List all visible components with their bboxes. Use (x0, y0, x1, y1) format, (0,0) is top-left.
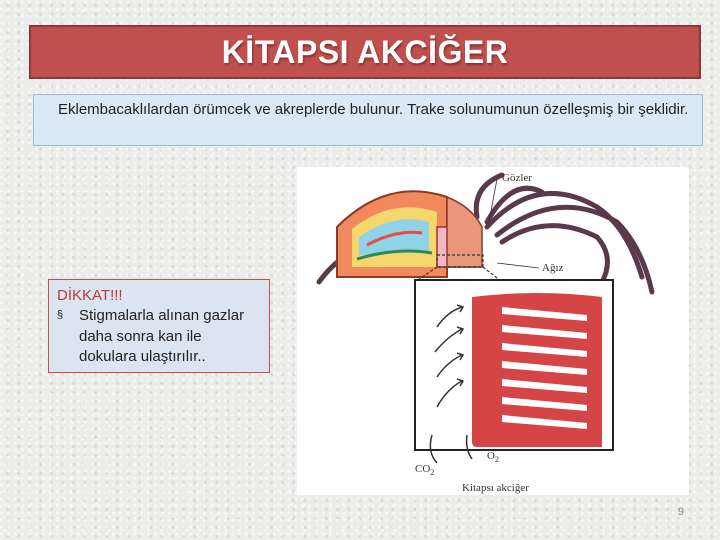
svg-text:O2 (487, 450, 499, 464)
bullet-icon: § (57, 309, 64, 322)
figure-caption: Kitapsı akciğer (462, 482, 529, 494)
page-number: 9 (677, 506, 684, 518)
svg-text:CO2 (415, 463, 434, 477)
description-box (33, 94, 703, 146)
note-list-item (57, 306, 261, 367)
label-o2-sub: 2 (494, 455, 499, 464)
note-title: DİKKAT!!! (57, 287, 123, 304)
spider-body-section (337, 191, 482, 277)
label-mouth: Ağız (542, 262, 564, 274)
book-lung-figure (297, 167, 689, 495)
label-co2-sub: 2 (430, 468, 435, 477)
book-lung-lamellae (472, 293, 602, 447)
warning-note (48, 279, 270, 373)
book-lung-diagram (297, 167, 689, 495)
label-o2: O (487, 450, 495, 462)
note-text: Stigmalarla alınan gazlar daha sonra kan ile dokulara ulaştırılır.. (79, 307, 245, 365)
label-co2: CO (415, 463, 431, 475)
description-text: Eklembacaklılardan örümcek ve akreplerde bulunur. Trake solunumunun özelleşmiş bir şeklidir. (58, 101, 689, 118)
label-eyes: Gözler (502, 172, 532, 184)
title-banner (29, 25, 701, 79)
page-title: KİTAPSI AKCİĞER (221, 33, 509, 70)
